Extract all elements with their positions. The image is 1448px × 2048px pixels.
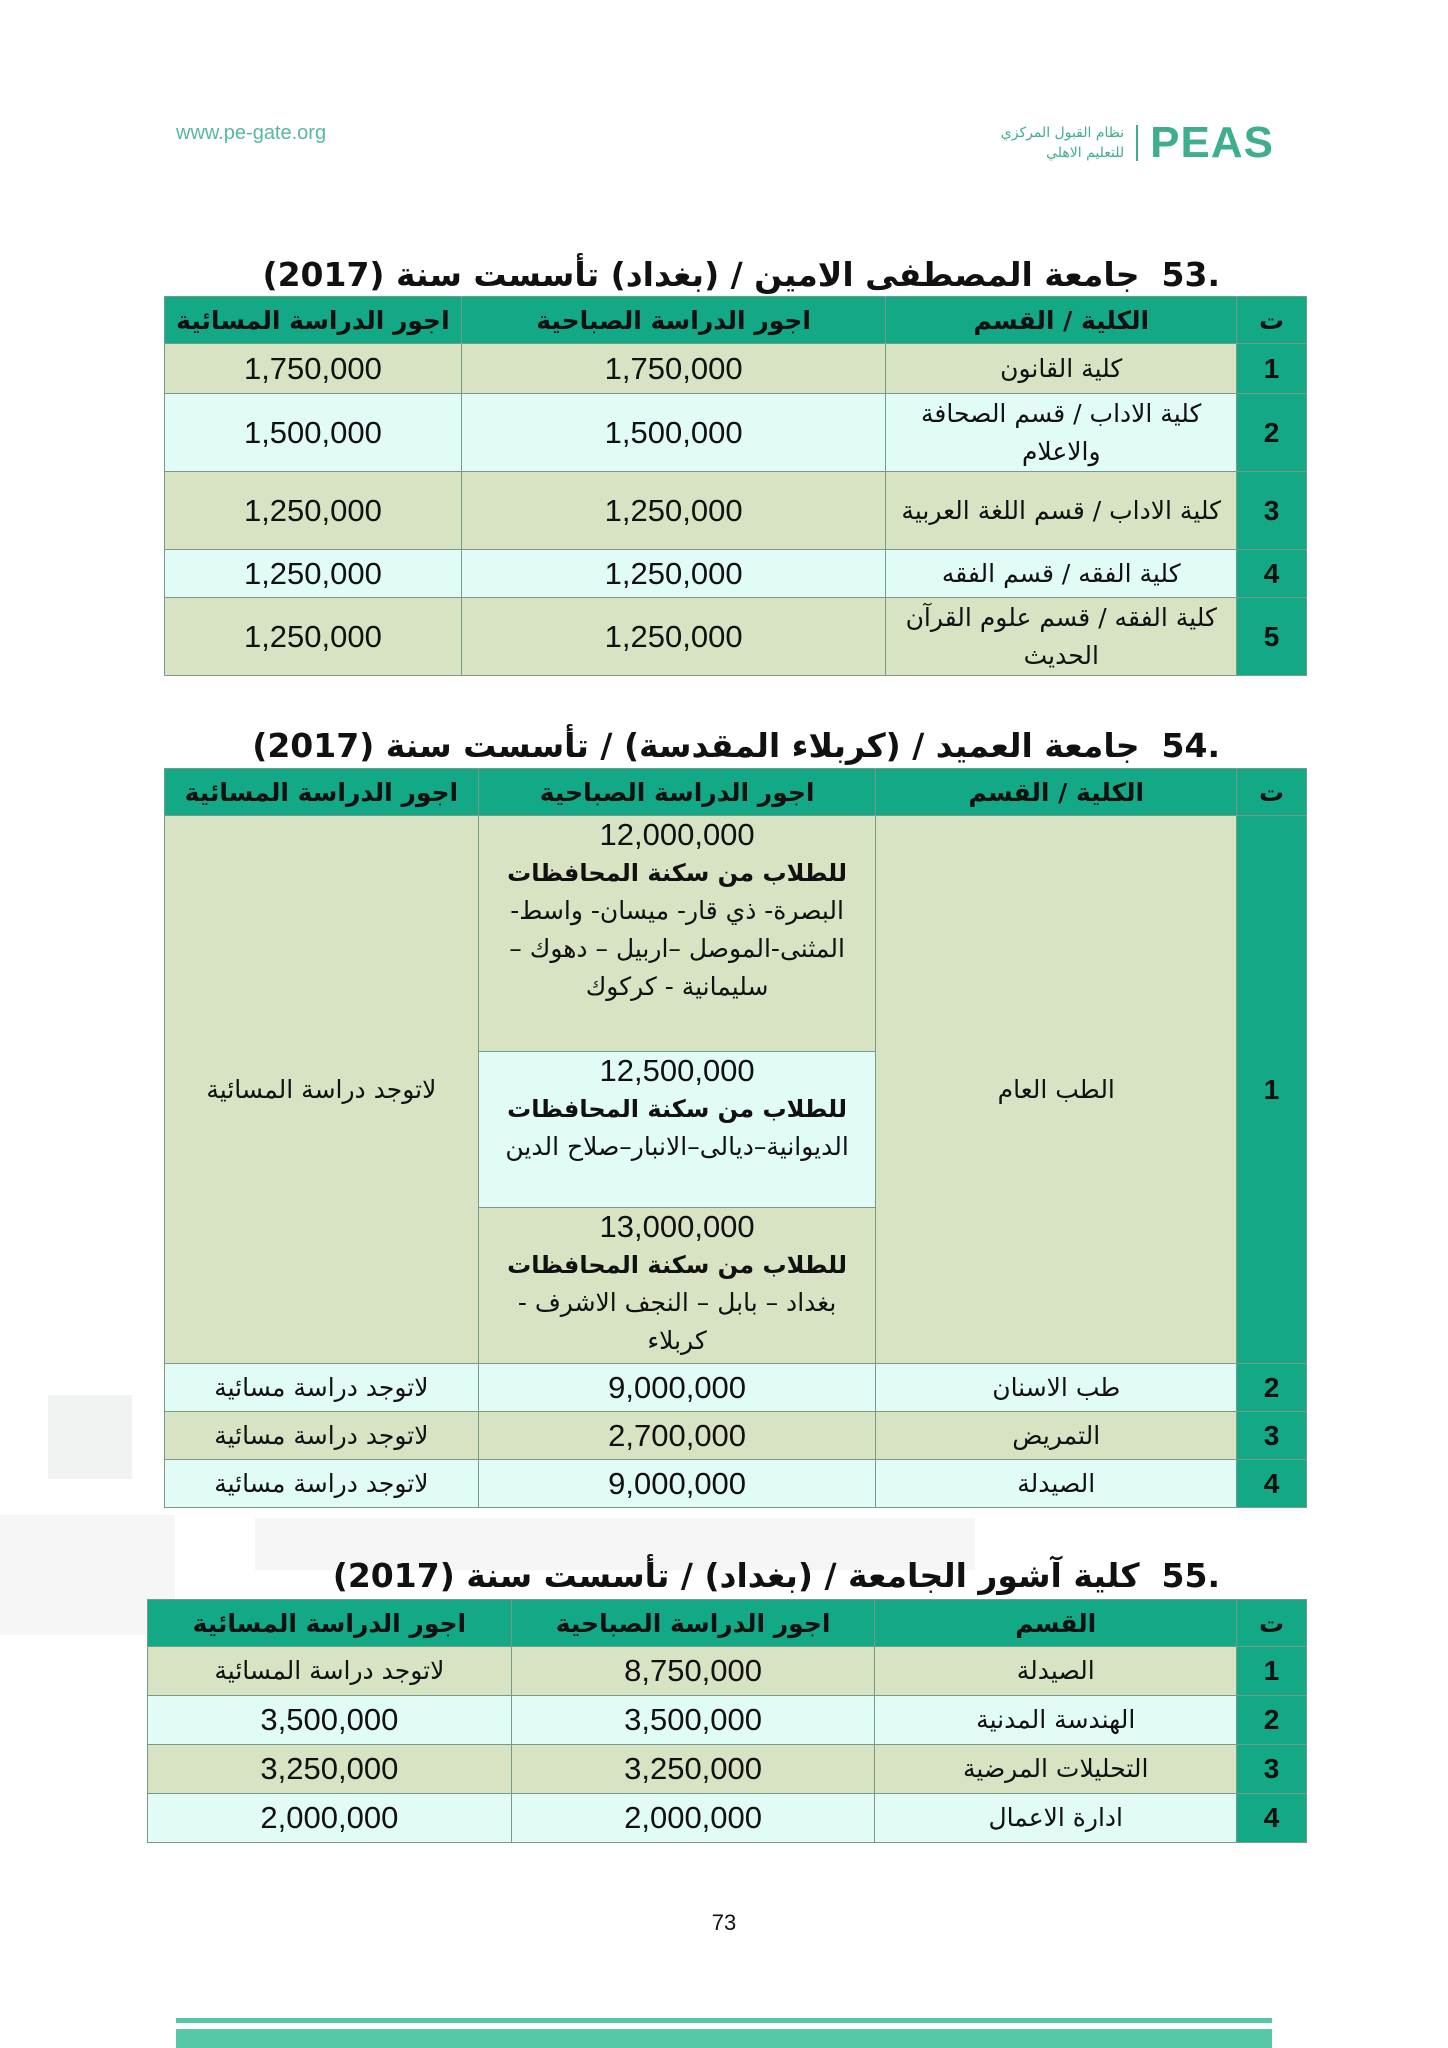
table-cell: 3,500,000 xyxy=(511,1696,875,1745)
table-cell: التمريض xyxy=(876,1412,1237,1460)
table-cell: 8,750,000 xyxy=(511,1647,875,1696)
table-cell: 4 xyxy=(1237,550,1307,598)
table-cell: 3 xyxy=(1237,1412,1307,1460)
header-idx: ت xyxy=(1237,1600,1307,1647)
website-url[interactable]: www.pe-gate.org xyxy=(176,122,327,144)
table-cell: 4 xyxy=(1237,1794,1307,1843)
table-cell: 1,750,000 xyxy=(461,344,886,394)
table-row xyxy=(148,1745,1307,1794)
table-cell: 1,500,000 xyxy=(461,394,886,472)
table-row xyxy=(148,1794,1307,1843)
table-cell: كلية القانون xyxy=(886,344,1237,394)
table-cell: 2 xyxy=(1237,1696,1307,1745)
header-dept: الكلية / القسم xyxy=(876,769,1237,816)
table-cell: 1,750,000 xyxy=(165,344,462,394)
table-cell: لاتوجد دراسة المسائية xyxy=(148,1647,512,1696)
watermark-block xyxy=(48,1395,132,1479)
table-cell: كلية الفقه / قسم علوم القرآن الحديث xyxy=(886,598,1237,676)
table-cell: كلية الاداب / قسم اللغة العربية xyxy=(886,472,1237,550)
table-cell: 1,250,000 xyxy=(165,550,462,598)
section-55-table xyxy=(147,1599,1307,1843)
section-53-table xyxy=(164,296,1307,676)
table-row xyxy=(165,598,1307,676)
section-53-title: .53جامعة المصطفى الامين / (بغداد) تأسست سنة (2017) xyxy=(262,255,1220,294)
table-cell: لاتوجد دراسة مسائية xyxy=(165,1412,479,1460)
section-55-title: .55كلية آشور الجامعة / (بغداد) / تأسست سنة (2017) xyxy=(332,1556,1220,1595)
table-row xyxy=(165,344,1307,394)
table-row xyxy=(148,1647,1307,1696)
table-row xyxy=(165,1460,1307,1508)
table-cell: 1,250,000 xyxy=(461,598,886,676)
header-evening: اجور الدراسة المسائية xyxy=(165,769,479,816)
table-cell: 1,500,000 xyxy=(165,394,462,472)
table-cell: 3 xyxy=(1237,472,1307,550)
table-row xyxy=(165,1364,1307,1412)
table-cell: 2 xyxy=(1237,394,1307,472)
header-morning: اجور الدراسة الصباحية xyxy=(511,1600,875,1647)
table-cell: 2,700,000 xyxy=(478,1412,876,1460)
table-cell: 4 xyxy=(1237,1460,1307,1508)
table-cell: 1,250,000 xyxy=(461,472,886,550)
table-cell: 1 xyxy=(1237,816,1307,1364)
table-cell: 1,250,000 xyxy=(165,598,462,676)
table-header-row xyxy=(165,297,1307,344)
table-header-row xyxy=(148,1600,1307,1647)
table-cell: التحليلات المرضية xyxy=(875,1745,1237,1794)
table-row xyxy=(165,472,1307,550)
table-cell: 2,000,000 xyxy=(148,1794,512,1843)
table-cell: 3,500,000 xyxy=(148,1696,512,1745)
table-header-row xyxy=(165,769,1307,816)
footer-bar xyxy=(176,2029,1272,2048)
table-cell: 3,250,000 xyxy=(148,1745,512,1794)
table-cell: الهندسة المدنية xyxy=(875,1696,1237,1745)
table-cell: 1 xyxy=(1237,1647,1307,1696)
header-morning: اجور الدراسة الصباحية xyxy=(461,297,886,344)
footer-rule xyxy=(176,2018,1272,2023)
table-cell: كلية الاداب / قسم الصحافة والاعلام xyxy=(886,394,1237,472)
logo-wordmark: PEAS xyxy=(1150,118,1274,167)
table-row xyxy=(165,550,1307,598)
table-cell: 5 xyxy=(1237,598,1307,676)
peas-logo xyxy=(1001,118,1274,168)
section-54-table xyxy=(164,768,1307,1508)
header-dept: القسم xyxy=(875,1600,1237,1647)
table-row xyxy=(165,394,1307,472)
logo-separator xyxy=(1136,125,1138,161)
page-number: 73 xyxy=(711,1910,737,1935)
header-morning: اجور الدراسة الصباحية xyxy=(478,769,876,816)
table-cell: ادارة الاعمال xyxy=(875,1794,1237,1843)
table-cell: 2 xyxy=(1237,1364,1307,1412)
logo-arabic-text: نظام القبول المركزي للتعليم الاهلي xyxy=(1000,125,1125,161)
fee-block: 12,000,000 للطلاب من سكنة المحافظات البصرة- ذي قار- ميسان- واسط- المثنى-الموصل –اربيل – دهوك –سليمانية - كركوك xyxy=(478,816,876,1052)
section-54-title: .54جامعة العميد / (كربلاء المقدسة) / تأسست سنة (2017) xyxy=(252,726,1220,765)
fee-block: 12,500,000 للطلاب من سكنة المحافظات الديوانية–ديالى–الانبار–صلاح الدين xyxy=(478,1052,876,1208)
table-cell: 1 xyxy=(1237,344,1307,394)
table-cell: طب الاسنان xyxy=(876,1364,1237,1412)
fee-block: 13,000,000 للطلاب من سكنة المحافظات بغداد – بابل – النجف الاشرف - كربلاء xyxy=(478,1208,876,1364)
table-cell: لاتوجد دراسة مسائية xyxy=(165,1460,479,1508)
table-cell: الصيدلة xyxy=(875,1647,1237,1696)
header-evening: اجور الدراسة المسائية xyxy=(148,1600,512,1647)
table-cell: 9,000,000 xyxy=(478,1460,876,1508)
header-evening: اجور الدراسة المسائية xyxy=(165,297,462,344)
table-cell: الطب العام xyxy=(876,816,1237,1364)
table-cell: 9,000,000 xyxy=(478,1364,876,1412)
table-cell: 1,250,000 xyxy=(461,550,886,598)
header-idx: ت xyxy=(1237,297,1307,344)
table-cell: 2,000,000 xyxy=(511,1794,875,1843)
header-dept: الكلية / القسم xyxy=(886,297,1237,344)
table-row xyxy=(165,816,1307,1052)
table-cell: 3 xyxy=(1237,1745,1307,1794)
table-cell: 3,250,000 xyxy=(511,1745,875,1794)
table-cell: الصيدلة xyxy=(876,1460,1237,1508)
table-cell: 1,250,000 xyxy=(165,472,462,550)
header-idx: ت xyxy=(1237,769,1307,816)
table-row xyxy=(165,1412,1307,1460)
table-row xyxy=(148,1696,1307,1745)
table-cell: كلية الفقه / قسم الفقه xyxy=(886,550,1237,598)
table-cell: لاتوجد دراسة مسائية xyxy=(165,1364,479,1412)
table-cell: لاتوجد دراسة المسائية xyxy=(165,816,479,1364)
